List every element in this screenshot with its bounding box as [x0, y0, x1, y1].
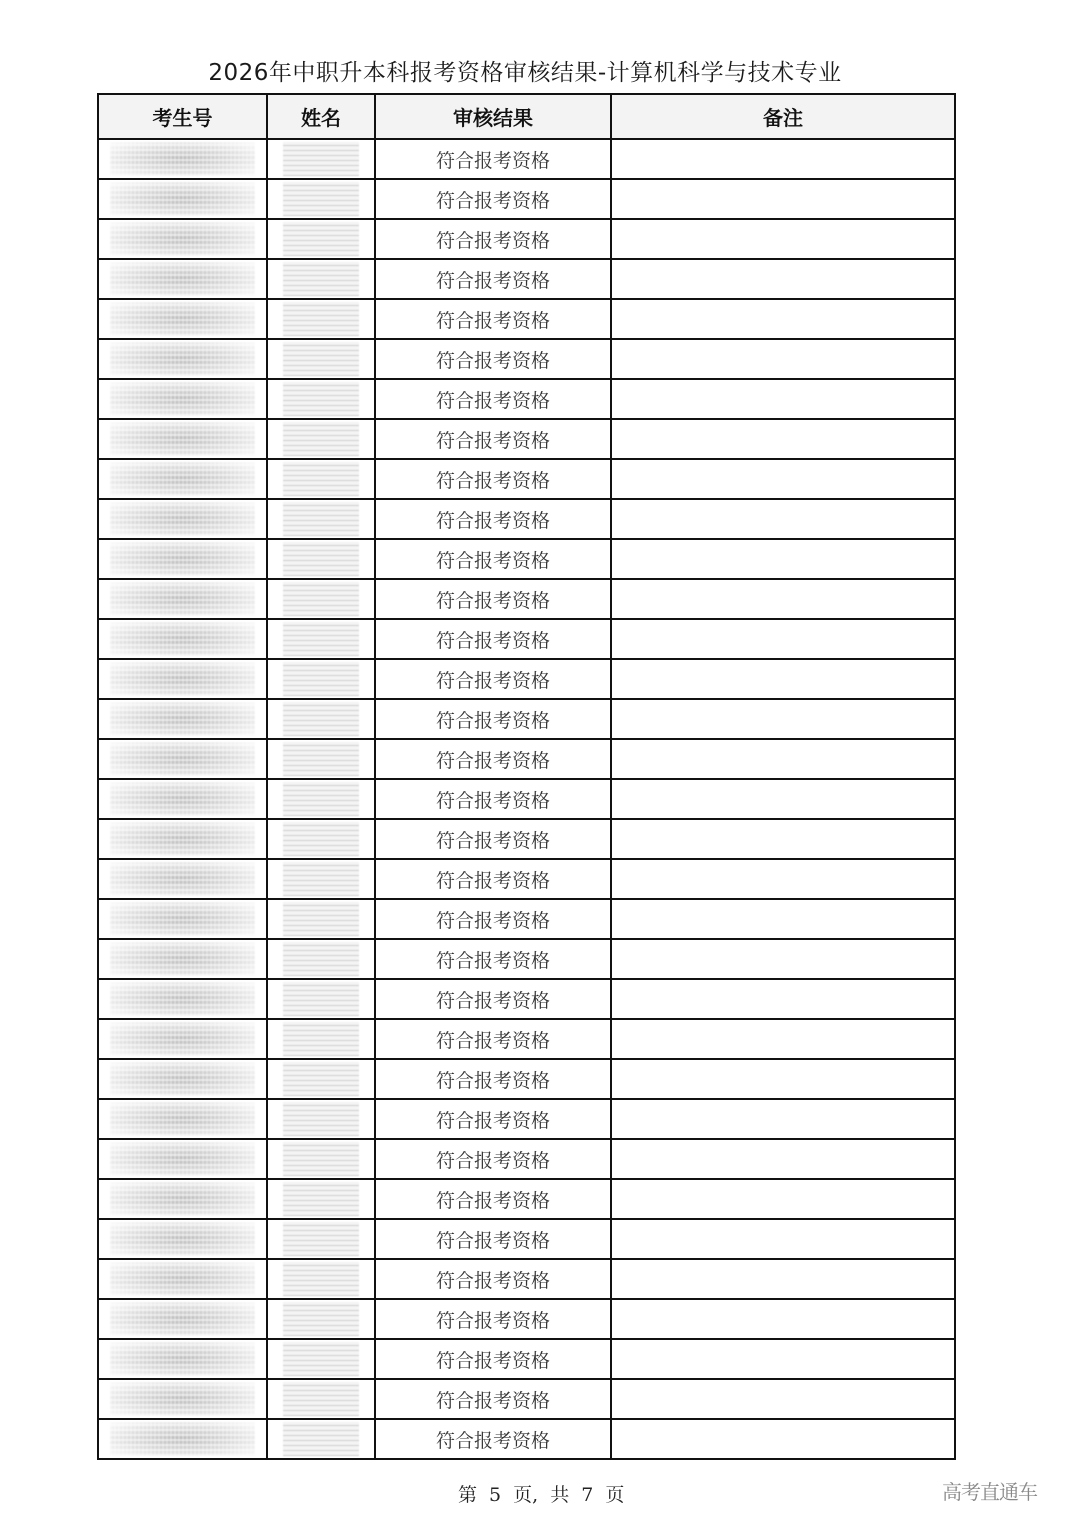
review-result-cell: 符合报考资格: [375, 1139, 611, 1179]
review-result-cell: 符合报考资格: [375, 1019, 611, 1059]
table-row: [98, 139, 955, 179]
exam-number-cell: [98, 659, 267, 699]
remark-cell: [611, 859, 955, 899]
review-result-cell: 符合报考资格: [375, 1259, 611, 1299]
name-cell: [267, 579, 375, 619]
name-cell: [267, 619, 375, 659]
remark-cell: [611, 1379, 955, 1419]
header-exam-number: 考生号: [98, 94, 267, 139]
table-row: [98, 619, 955, 659]
name-cell: [267, 1099, 375, 1139]
redacted-exam-number: [110, 422, 255, 456]
redacted-exam-number: [110, 942, 255, 976]
redacted-name: [283, 542, 359, 576]
name-cell: [267, 1339, 375, 1379]
table-row: [98, 1339, 955, 1379]
remark-cell: [611, 1219, 955, 1259]
review-result-cell: 符合报考资格: [375, 179, 611, 219]
review-result-cell: 符合报考资格: [375, 1379, 611, 1419]
redacted-name: [283, 822, 359, 856]
review-result-cell: 符合报考资格: [375, 1339, 611, 1379]
remark-cell: [611, 619, 955, 659]
exam-number-cell: [98, 819, 267, 859]
redacted-name: [283, 902, 359, 936]
table-row: [98, 1139, 955, 1179]
redacted-name: [283, 662, 359, 696]
table-row: [98, 699, 955, 739]
name-cell: [267, 779, 375, 819]
exam-number-cell: [98, 379, 267, 419]
review-result-cell: 符合报考资格: [375, 299, 611, 339]
exam-number-cell: [98, 1379, 267, 1419]
redacted-name: [283, 1142, 359, 1176]
remark-cell: [611, 419, 955, 459]
remark-cell: [611, 1259, 955, 1299]
redacted-name: [283, 1022, 359, 1056]
exam-number-cell: [98, 1099, 267, 1139]
review-result-cell: 符合报考资格: [375, 1299, 611, 1339]
redacted-name: [283, 942, 359, 976]
table-row: [98, 1379, 955, 1419]
exam-number-cell: [98, 139, 267, 179]
name-cell: [267, 1379, 375, 1419]
name-cell: [267, 859, 375, 899]
name-cell: [267, 979, 375, 1019]
name-cell: [267, 419, 375, 459]
table-row: [98, 499, 955, 539]
remark-cell: [611, 739, 955, 779]
table-row: [98, 579, 955, 619]
exam-number-cell: [98, 1019, 267, 1059]
table-row: [98, 539, 955, 579]
redacted-exam-number: [110, 862, 255, 896]
remark-cell: [611, 579, 955, 619]
table-row: [98, 819, 955, 859]
redacted-exam-number: [110, 542, 255, 576]
name-cell: [267, 459, 375, 499]
table-row: [98, 1059, 955, 1099]
redacted-exam-number: [110, 1222, 255, 1256]
remark-cell: [611, 379, 955, 419]
redacted-name: [283, 222, 359, 256]
name-cell: [267, 299, 375, 339]
review-result-cell: 符合报考资格: [375, 899, 611, 939]
remark-cell: [611, 1099, 955, 1139]
redacted-name: [283, 862, 359, 896]
redacted-name: [283, 302, 359, 336]
review-result-cell: 符合报考资格: [375, 779, 611, 819]
redacted-exam-number: [110, 1342, 255, 1376]
remark-cell: [611, 139, 955, 179]
redacted-name: [283, 782, 359, 816]
redacted-exam-number: [110, 622, 255, 656]
review-result-cell: 符合报考资格: [375, 459, 611, 499]
review-result-cell: 符合报考资格: [375, 499, 611, 539]
redacted-exam-number: [110, 822, 255, 856]
redacted-exam-number: [110, 142, 255, 176]
exam-number-cell: [98, 739, 267, 779]
redacted-name: [283, 462, 359, 496]
redacted-exam-number: [110, 222, 255, 256]
exam-number-cell: [98, 779, 267, 819]
redacted-exam-number: [110, 1022, 255, 1056]
review-result-cell: 符合报考资格: [375, 619, 611, 659]
redacted-name: [283, 1342, 359, 1376]
name-cell: [267, 819, 375, 859]
review-result-cell: 符合报考资格: [375, 539, 611, 579]
exam-number-cell: [98, 1419, 267, 1459]
name-cell: [267, 1219, 375, 1259]
redacted-exam-number: [110, 342, 255, 376]
review-result-cell: 符合报考资格: [375, 419, 611, 459]
redacted-name: [283, 1062, 359, 1096]
remark-cell: [611, 259, 955, 299]
redacted-exam-number: [110, 902, 255, 936]
redacted-exam-number: [110, 502, 255, 536]
exam-number-cell: [98, 259, 267, 299]
review-result-cell: 符合报考资格: [375, 979, 611, 1019]
table-row: [98, 859, 955, 899]
redacted-name: [283, 702, 359, 736]
redacted-name: [283, 1182, 359, 1216]
name-cell: [267, 739, 375, 779]
review-result-cell: 符合报考资格: [375, 579, 611, 619]
table-row: [98, 939, 955, 979]
redacted-exam-number: [110, 1182, 255, 1216]
redacted-name: [283, 1422, 359, 1456]
redacted-name: [283, 1302, 359, 1336]
remark-cell: [611, 1339, 955, 1379]
redacted-name: [283, 502, 359, 536]
review-result-cell: 符合报考资格: [375, 659, 611, 699]
name-cell: [267, 1299, 375, 1339]
redacted-exam-number: [110, 302, 255, 336]
remark-cell: [611, 979, 955, 1019]
redacted-exam-number: [110, 1262, 255, 1296]
name-cell: [267, 1059, 375, 1099]
redacted-exam-number: [110, 462, 255, 496]
remark-cell: [611, 339, 955, 379]
redacted-name: [283, 622, 359, 656]
name-cell: [267, 219, 375, 259]
name-cell: [267, 139, 375, 179]
redacted-exam-number: [110, 262, 255, 296]
header-name: 姓名: [267, 94, 375, 139]
name-cell: [267, 339, 375, 379]
remark-cell: [611, 179, 955, 219]
remark-cell: [611, 219, 955, 259]
exam-number-cell: [98, 859, 267, 899]
table-row: [98, 1099, 955, 1139]
redacted-name: [283, 182, 359, 216]
name-cell: [267, 1259, 375, 1299]
header-remark: 备注: [611, 94, 955, 139]
exam-number-cell: [98, 699, 267, 739]
table-row: [98, 1219, 955, 1259]
remark-cell: [611, 299, 955, 339]
name-cell: [267, 659, 375, 699]
exam-number-cell: [98, 339, 267, 379]
review-result-cell: 符合报考资格: [375, 1419, 611, 1459]
redacted-name: [283, 1222, 359, 1256]
exam-number-cell: [98, 1059, 267, 1099]
table-row: [98, 739, 955, 779]
exam-number-cell: [98, 1219, 267, 1259]
table-row: [98, 1019, 955, 1059]
redacted-exam-number: [110, 702, 255, 736]
remark-cell: [611, 819, 955, 859]
review-result-cell: 符合报考资格: [375, 1179, 611, 1219]
redacted-exam-number: [110, 1422, 255, 1456]
name-cell: [267, 179, 375, 219]
table-row: [98, 1179, 955, 1219]
watermark: 高考直通车: [942, 1480, 1037, 1504]
table-row: [98, 1299, 955, 1339]
page-number: 第 5 页, 共 7 页: [458, 1484, 625, 1506]
redacted-name: [283, 982, 359, 1016]
remark-cell: [611, 939, 955, 979]
redacted-exam-number: [110, 1102, 255, 1136]
table-row: [98, 179, 955, 219]
exam-number-cell: [98, 899, 267, 939]
remark-cell: [611, 899, 955, 939]
redacted-name: [283, 1382, 359, 1416]
redacted-name: [283, 262, 359, 296]
review-result-cell: 符合报考资格: [375, 1219, 611, 1259]
review-result-cell: 符合报考资格: [375, 219, 611, 259]
table-row: [98, 299, 955, 339]
table-row: [98, 219, 955, 259]
exam-number-cell: [98, 579, 267, 619]
name-cell: [267, 1139, 375, 1179]
exam-number-cell: [98, 219, 267, 259]
table-row: [98, 339, 955, 379]
name-cell: [267, 939, 375, 979]
redacted-name: [283, 582, 359, 616]
exam-number-cell: [98, 459, 267, 499]
exam-number-cell: [98, 939, 267, 979]
exam-number-cell: [98, 1339, 267, 1379]
review-result-cell: 符合报考资格: [375, 139, 611, 179]
redacted-name: [283, 382, 359, 416]
redacted-exam-number: [110, 1302, 255, 1336]
table-header-row: [98, 94, 955, 139]
redacted-exam-number: [110, 982, 255, 1016]
review-result-cell: 符合报考资格: [375, 739, 611, 779]
document-title: 2026年中职升本科报考资格审核结果-计算机科学与技术专业: [208, 60, 842, 86]
remark-cell: [611, 1179, 955, 1219]
redacted-exam-number: [110, 182, 255, 216]
review-result-cell: 符合报考资格: [375, 819, 611, 859]
review-result-cell: 符合报考资格: [375, 339, 611, 379]
table-row: [98, 259, 955, 299]
redacted-exam-number: [110, 582, 255, 616]
redacted-exam-number: [110, 1142, 255, 1176]
review-results-table: [97, 93, 956, 1460]
remark-cell: [611, 1059, 955, 1099]
remark-cell: [611, 1419, 955, 1459]
table-row: [98, 659, 955, 699]
exam-number-cell: [98, 419, 267, 459]
table-row: [98, 1259, 955, 1299]
name-cell: [267, 379, 375, 419]
remark-cell: [611, 659, 955, 699]
table-row: [98, 419, 955, 459]
name-cell: [267, 499, 375, 539]
remark-cell: [611, 1019, 955, 1059]
redacted-name: [283, 142, 359, 176]
name-cell: [267, 1019, 375, 1059]
review-result-cell: 符合报考资格: [375, 699, 611, 739]
table-body: [98, 139, 955, 1459]
remark-cell: [611, 699, 955, 739]
name-cell: [267, 899, 375, 939]
table-row: [98, 899, 955, 939]
remark-cell: [611, 779, 955, 819]
redacted-name: [283, 342, 359, 376]
review-result-cell: 符合报考资格: [375, 1099, 611, 1139]
redacted-exam-number: [110, 782, 255, 816]
table-row: [98, 1419, 955, 1459]
redacted-name: [283, 1262, 359, 1296]
review-result-cell: 符合报考资格: [375, 859, 611, 899]
exam-number-cell: [98, 619, 267, 659]
exam-number-cell: [98, 1299, 267, 1339]
review-result-cell: 符合报考资格: [375, 379, 611, 419]
redacted-name: [283, 1102, 359, 1136]
redacted-name: [283, 422, 359, 456]
header-review-result: 审核结果: [375, 94, 611, 139]
exam-number-cell: [98, 1259, 267, 1299]
remark-cell: [611, 459, 955, 499]
redacted-exam-number: [110, 742, 255, 776]
remark-cell: [611, 1299, 955, 1339]
name-cell: [267, 1419, 375, 1459]
exam-number-cell: [98, 299, 267, 339]
exam-number-cell: [98, 539, 267, 579]
name-cell: [267, 699, 375, 739]
exam-number-cell: [98, 499, 267, 539]
table-row: [98, 379, 955, 419]
name-cell: [267, 259, 375, 299]
table-row: [98, 779, 955, 819]
exam-number-cell: [98, 979, 267, 1019]
name-cell: [267, 1179, 375, 1219]
exam-number-cell: [98, 1179, 267, 1219]
redacted-name: [283, 742, 359, 776]
redacted-exam-number: [110, 1382, 255, 1416]
name-cell: [267, 539, 375, 579]
exam-number-cell: [98, 179, 267, 219]
table-row: [98, 459, 955, 499]
remark-cell: [611, 539, 955, 579]
redacted-exam-number: [110, 382, 255, 416]
table-row: [98, 979, 955, 1019]
review-result-cell: 符合报考资格: [375, 1059, 611, 1099]
remark-cell: [611, 499, 955, 539]
exam-number-cell: [98, 1139, 267, 1179]
review-result-cell: 符合报考资格: [375, 939, 611, 979]
redacted-exam-number: [110, 662, 255, 696]
review-result-cell: 符合报考资格: [375, 259, 611, 299]
redacted-exam-number: [110, 1062, 255, 1096]
remark-cell: [611, 1139, 955, 1179]
